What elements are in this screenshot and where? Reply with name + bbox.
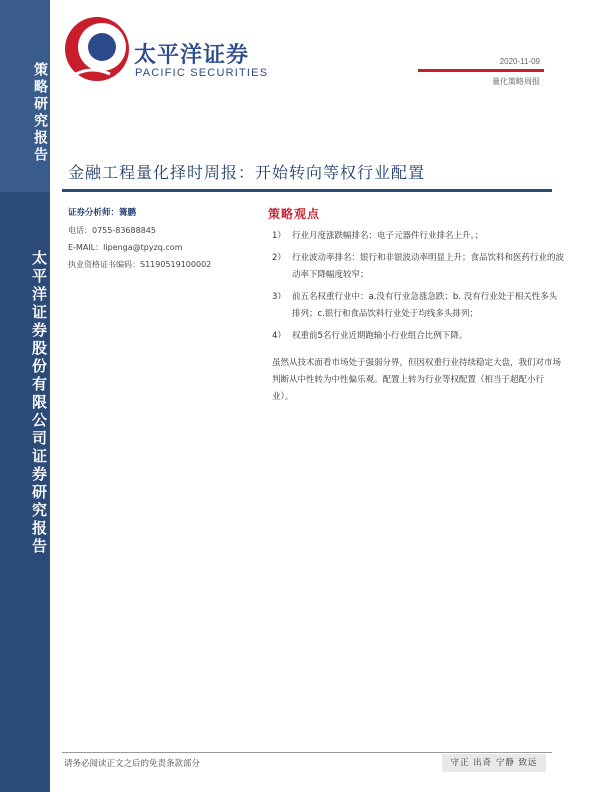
sidebar-report-category: 策略研究报告	[32, 62, 48, 164]
analyst-name-row	[68, 205, 211, 222]
analyst-info	[68, 205, 211, 273]
point-text: 前五名权重行业中：a.没有行业急涨急跌；b. 没有行业处于相关性多头排列；c.银行和食品饮料行业处于均线多头排列；	[292, 292, 558, 319]
point-number: 1）	[272, 231, 286, 241]
email-address[interactable]: lipenga@tpyzq.com	[103, 243, 183, 252]
report-date: 2020-11-09	[499, 57, 540, 66]
analyst-cert-row	[68, 256, 211, 273]
point-number: 3）	[272, 292, 286, 302]
analyst-phone-row	[68, 222, 211, 239]
point-text: 权重前5名行业近期跑输小行业组合比例下降。	[292, 331, 468, 341]
strategy-point	[272, 289, 564, 323]
footer-motto: 守正 出奇 宁静 致远	[442, 754, 546, 772]
report-title: 金融工程量化择时周报：开始转向等权行业配置	[68, 163, 426, 182]
footer-divider	[62, 752, 552, 753]
analyst-name-label: 证券分析师：	[68, 208, 120, 218]
phone-number: 0755-83688845	[92, 226, 156, 235]
email-label: E-MAIL：	[68, 243, 104, 252]
strategy-point	[272, 228, 564, 245]
strategy-heading: 策略观点	[268, 207, 321, 221]
point-text: 行业波动率排名：银行和非银波动率明显上升；食品饮料和医药行业的波动率下降幅度较窄；	[292, 253, 565, 280]
pacific-securities-logo-icon	[62, 14, 132, 84]
point-text: 行业月度涨跌幅排名：电子元器件行业排名上升。；	[292, 231, 484, 241]
analyst-email-row	[68, 239, 211, 256]
footer-disclaimer: 请务必阅读正文之后的免责条款部分	[64, 759, 201, 769]
cert-number: S1190519100002	[140, 260, 212, 269]
title-divider	[62, 189, 552, 192]
cert-label: 执业资格证书编码：	[68, 260, 140, 269]
sidebar-company-label: 太平洋证券股份有限公司证券研究报告	[30, 250, 48, 556]
point-number: 4）	[272, 331, 286, 341]
report-type: 量化策略周报	[492, 77, 540, 86]
strategy-summary: 虽然从技术面看市场处于强弱分界，但因权重行业持续稳定大盘，我们对市场判断从中性转为中性偏乐观。配置上转为行业等权配置（相当于超配小行业）。	[272, 358, 562, 402]
strategy-point	[272, 250, 564, 284]
analyst-name: 篝鹏	[119, 208, 137, 218]
header-accent-line	[418, 69, 544, 72]
point-number: 2）	[272, 253, 286, 263]
brand-name-cn: 太平洋证券	[134, 43, 250, 68]
strategy-points	[272, 228, 564, 350]
phone-label: 电话：	[68, 226, 92, 235]
strategy-point	[272, 328, 564, 345]
brand-name-en: PACIFIC SECURITIES	[135, 67, 269, 79]
